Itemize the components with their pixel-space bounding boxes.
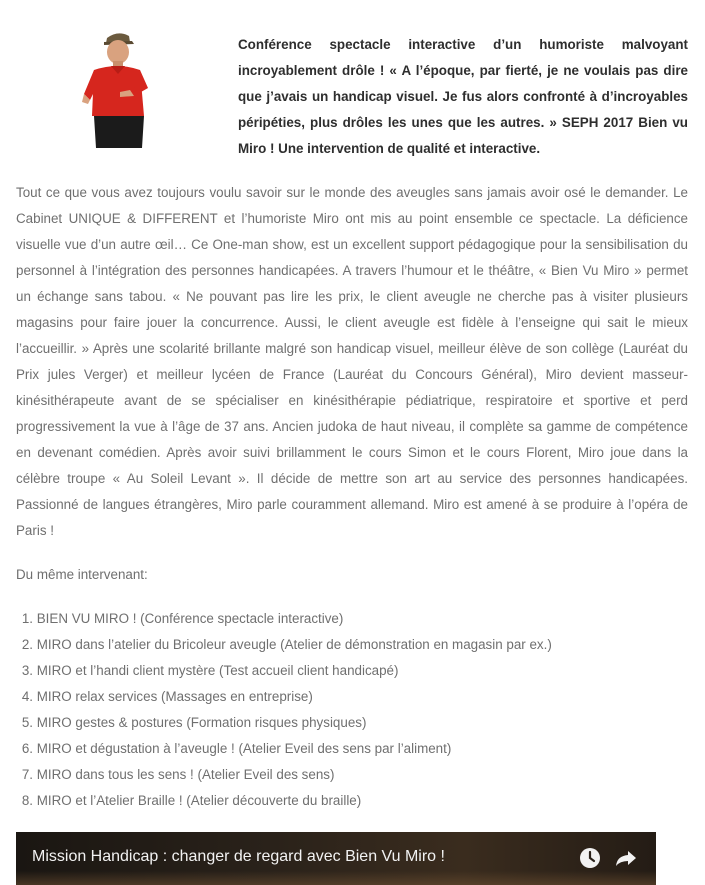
list-number: 1.: [21, 611, 33, 626]
list-item-label: MIRO gestes & postures (Formation risques physiques): [36, 715, 367, 730]
video-embed[interactable]: [16, 832, 656, 885]
list-number: 4.: [21, 689, 33, 704]
list-item: [16, 762, 552, 788]
list-item: [16, 658, 552, 684]
intro-summary: Conférence spectacle interactive d’un humoriste malvoyant incroyablement drôle ! « A l’époque, par fierté, je ne voulais pas dire que j’avais un handicap visuel. Je fus alors confronté à d’incroyables péripéties, plus drôles les unes que les autres. » SEPH 2017 Bien vu Miro ! Une intervention de qualité et interactive.: [238, 37, 688, 156]
list-number: 5.: [21, 715, 33, 730]
share-arrow-icon[interactable]: [614, 846, 638, 870]
list-item-label: MIRO et dégustation à l’aveugle ! (Atelier Eveil des sens par l’aliment): [36, 741, 452, 756]
list-number: 8.: [21, 793, 33, 808]
list-item: [16, 684, 552, 710]
video-title-link[interactable]: Mission Handicap : changer de regard avec Bien Vu Miro !: [32, 848, 445, 865]
list-number: 6.: [21, 741, 33, 756]
list-item-label: MIRO et l’Atelier Braille ! (Atelier découverte du braille): [36, 793, 362, 808]
same-speaker-heading: Du même intervenant:: [16, 567, 148, 582]
list-item: [16, 632, 552, 658]
list-item-label: MIRO dans l’atelier du Bricoleur aveugle (Atelier de démonstration en magasin par ex.): [36, 637, 552, 652]
talks-list: [16, 606, 552, 814]
list-item-label: MIRO dans tous les sens ! (Atelier Eveil des sens): [36, 767, 335, 782]
clock-icon[interactable]: [578, 846, 602, 870]
list-number: 7.: [21, 767, 33, 782]
list-item: [16, 606, 552, 632]
list-number: 2.: [21, 637, 33, 652]
list-item-label: MIRO relax services (Massages en entreprise): [36, 689, 313, 704]
list-item-label: MIRO et l’handi client mystère (Test accueil client handicapé): [36, 663, 399, 678]
speaker-description: Tout ce que vous avez toujours voulu savoir sur le monde des aveugles sans jamais avoir osé le demander. Le Cabinet UNIQUE & DIFFERENT et l’humoriste Miro ont mis au point ensemble ce spectacle. La déficience visuelle vue d’un autre œil… Ce One-man show, est un excellent support pédagogique pour la sensibilisation du personnel à l’intégration des personnes handicapées. A travers l’humour et le théâtre, « Bien Vu Miro » permet un échange sans tabou. « Ne pouvant pas lire les prix, le client aveugle ne cherche pas à visiter plusieurs magasins pour faire jouer la concurrence. Aussi, le client aveugle est fidèle à l’enseigne qui sait le mieux l’accueillir. » Après une scolarité brillante malgré son handicap visuel, meilleur élève de son collège (Lauréat du Prix jules Verger) et meilleur lycéen de France (Lauréat du Concours Général), Miro devient masseur-kinésithérapeute avant de se spécialiser en kinésithérapie pédiatrique, respiratoire et sportive et perd progressivement la vue à l’âge de 37 ans. Ancien judoka de haut niveau, il complète sa gamme de compétence en devenant comédien. Après avoir suivi brillamment le cours Simon et le cours Florent, Miro joue dans la célèbre troupe « Au Soleil Levant ». Il décide de mettre son art au service des personnes handicapées. Passionné de langues étrangères, Miro parle couramment allemand. Miro est amené à se produire à l’opéra de Paris !: [16, 185, 688, 538]
list-number: 3.: [21, 663, 33, 678]
list-item: [16, 710, 552, 736]
list-item: [16, 788, 552, 814]
list-item: [16, 736, 552, 762]
speaker-portrait: [74, 30, 164, 148]
list-item-label: BIEN VU MIRO ! (Conférence spectacle interactive): [36, 611, 344, 626]
